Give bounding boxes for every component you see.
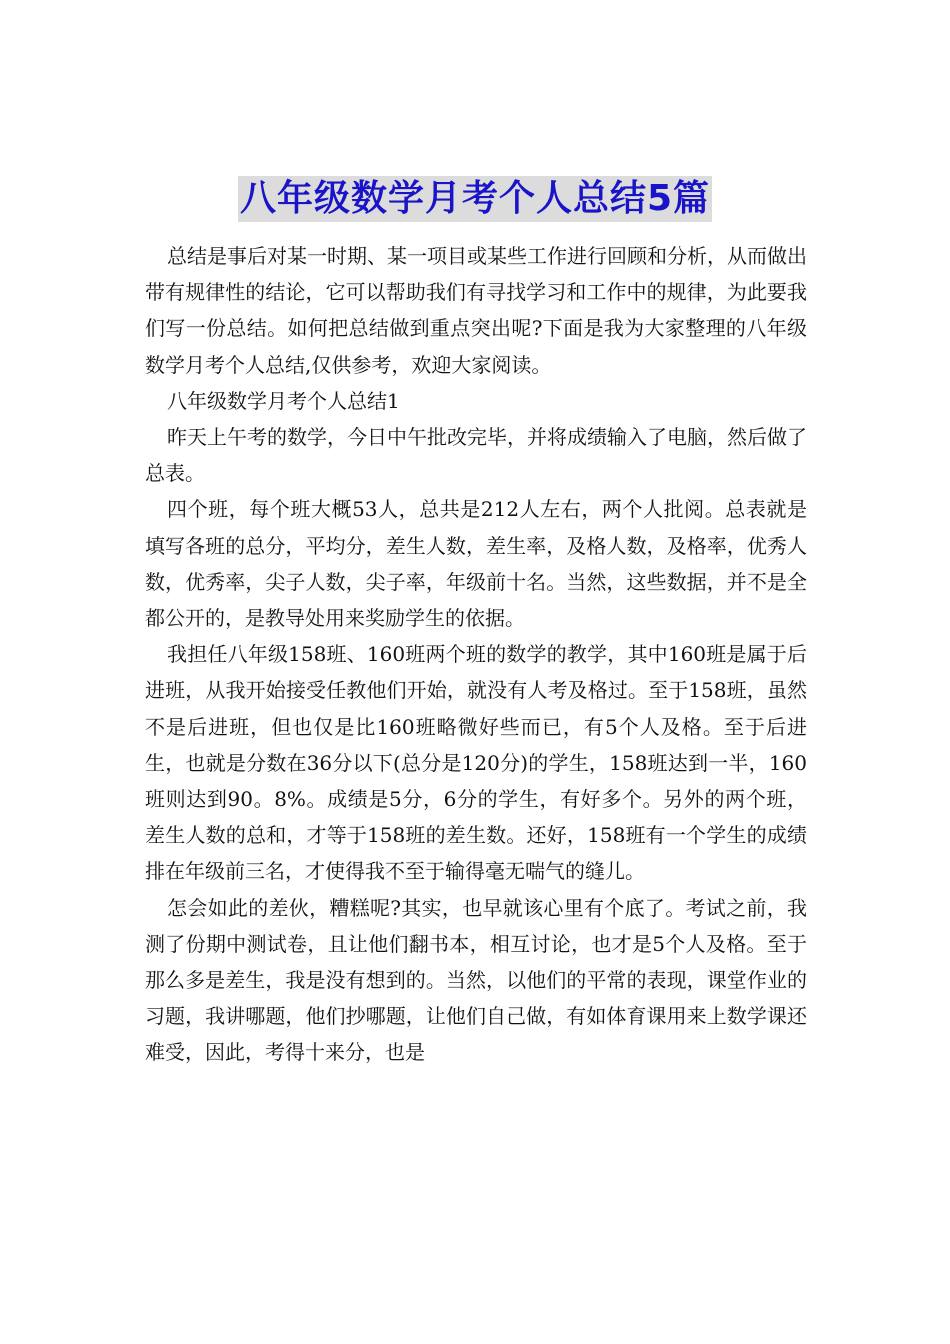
body-paragraph-4: 怎会如此的差伙，糟糕呢?其实，也早就该心里有个底了。考试之前，我测了份期中测试卷，且让他们翻书本，相互讨论，也才是5个人及格。至于那么多是差生，我是没有想到的。当然，以他们的平常的表现，课堂作业的习题，我讲哪题，他们抄哪题，让他们自己做，有如体育课用来上数学课还难受，因此，考得十来分，也是 <box>145 895 807 1065</box>
section-heading-1: 八年级数学月考个人总结1 <box>167 388 400 413</box>
body-paragraph-3: 我担任八年级158班、160班两个班的数学的教学，其中160班是属于后进班，从我开始接受任教他们开始，就没有人考及格过。至于158班，虽然不是后进班，但也仅是比160班略微好些而已，有5个人及格。至于后进生，也就是分数在36分以下(总分是120分)的学生，158班达到一半，160班则达到90。8%。成绩是5分，6分的学生，有好多个。另外的两个班，差生人数的总和，才等于158班的差生数。还好，158班有一个学生的成绩排在年级前三名，才使得我不至于输得毫无喘气的缝儿。 <box>145 642 807 884</box>
intro-paragraph: 总结是事后对某一时期、某一项目或某些工作进行回顾和分析，从而做出带有规律性的结论，它可以帮助我们有寻找学习和工作中的规律，为此要我们写一份总结。如何把总结做到重点突出呢?下面是我为大家整理的八年级数学月考个人总结,仅供参考，欢迎大家阅读。 <box>145 244 807 377</box>
body-paragraph-2: 四个班，每个班大概53人，总共是212人左右，两个人批阅。总表就是填写各班的总分，平均分，差生人数，差生率，及格人数，及格率，优秀人数，优秀率，尖子人数，尖子率，年级前十名。当然，这些数据，并不是全都公开的，是教导处用来奖励学生的依据。 <box>145 497 807 631</box>
document-title: 八年级数学月考个人总结5篇 <box>238 176 712 222</box>
document-body <box>145 238 807 1071</box>
body-paragraph-1: 昨天上午考的数学，今日中午批改完毕，并将成绩输入了电脑，然后做了总表。 <box>145 425 807 486</box>
title-container <box>0 176 950 222</box>
